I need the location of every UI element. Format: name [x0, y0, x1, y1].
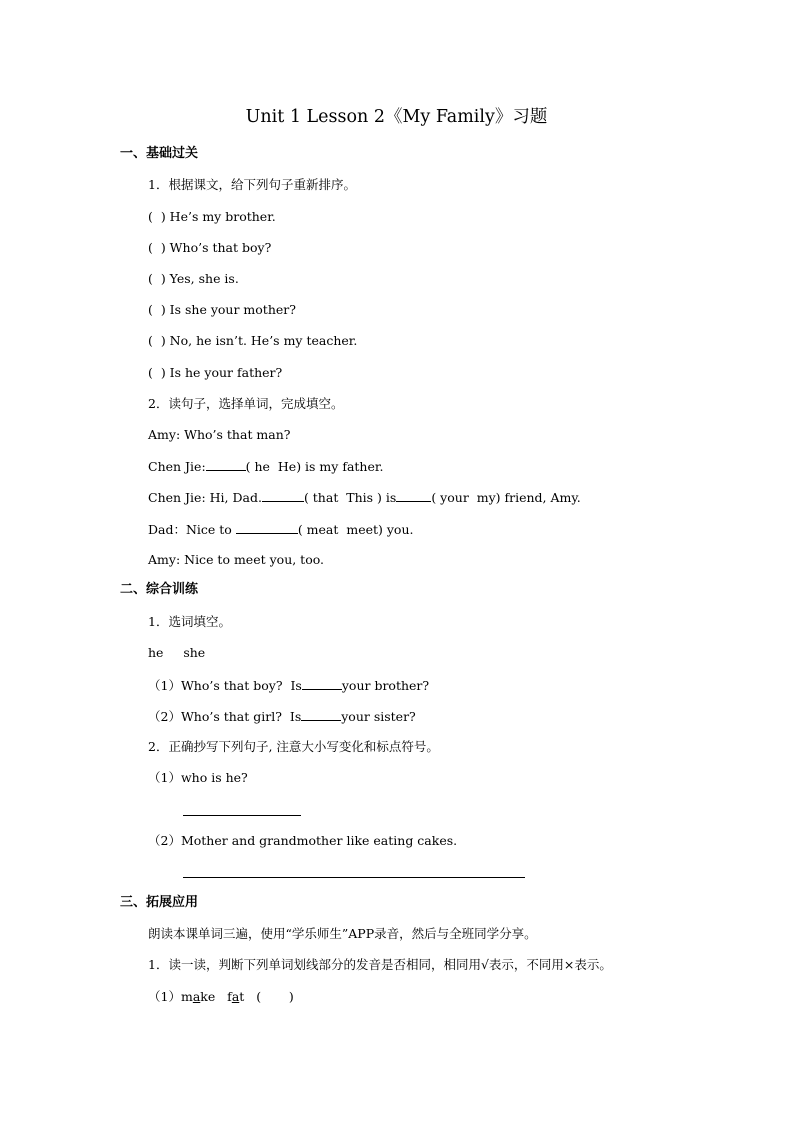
dialogue-line: Amy: Nice to meet you, too. — [148, 552, 325, 567]
writing-line[interactable] — [183, 815, 301, 816]
choice-text: ( your my) friend, Amy. — [431, 490, 581, 505]
dialogue-line — [148, 458, 383, 475]
answer-blank[interactable] — [236, 521, 298, 534]
answer-parentheses[interactable]: ( ) — [256, 989, 294, 1004]
dialogue-line — [148, 489, 581, 506]
page-title: Unit 1 Lesson 2《My Family》习题 — [245, 107, 548, 127]
fill-sentence — [148, 708, 416, 725]
sentence-text: （2）Who’s that girl? Is — [148, 709, 302, 724]
reorder-item: ( ) Yes, she is. — [148, 271, 239, 286]
choice-text: ( meat meet) you. — [297, 522, 414, 537]
question-prompt-copy: 2．正确抄写下列句子, 注意大小写变化和标点符号。 — [148, 739, 439, 754]
answer-blank[interactable] — [302, 677, 342, 690]
section-heading-extension: 三、拓展应用 — [120, 895, 199, 910]
reorder-item: ( ) Is he your father? — [148, 365, 283, 380]
reorder-item: ( ) He’s my brother. — [148, 209, 276, 224]
reorder-item: ( ) Who’s that boy? — [148, 240, 272, 255]
reorder-item: ( ) Is she your mother? — [148, 302, 296, 317]
section-heading-practice: 二、综合训练 — [120, 582, 199, 597]
speaker-text: Dad：Nice to — [148, 522, 236, 537]
dialogue-line — [148, 521, 413, 538]
answer-blank[interactable] — [262, 489, 304, 502]
sentence-text: （1）Who’s that boy? Is — [148, 678, 302, 693]
copy-sentence: （1）who is he? — [148, 770, 248, 785]
copy-sentence: （2）Mother and grandmother like eating cakes. — [148, 833, 458, 848]
word-fat: fat — [227, 989, 245, 1004]
question-prompt-fill: 2．读句子，选择单词，完成填空。 — [148, 396, 344, 411]
answer-blank[interactable] — [206, 458, 246, 471]
pronunciation-item — [148, 989, 294, 1005]
choice-text: ( he He) is my father. — [245, 459, 384, 474]
dialogue-line: Amy: Who’s that man? — [148, 427, 291, 442]
item-number: （1） — [148, 989, 181, 1004]
fill-sentence — [148, 677, 429, 694]
sentence-text: your brother? — [341, 678, 430, 693]
word-bank: he she — [148, 645, 206, 660]
question-prompt-reorder: 1．根据课文，给下列句子重新排序。 — [148, 177, 356, 192]
question-prompt-pronunciation: 1．读一读，判断下列单词划线部分的发音是否相同，相同用√表示，不同用×表示。 — [148, 957, 612, 972]
question-prompt-choose: 1．选词填空。 — [148, 614, 231, 629]
speaker-text: Chen Jie: — [148, 459, 206, 474]
word-make: make — [180, 989, 216, 1004]
instruction-text: 朗读本课单词三遍，使用“学乐师生”APP录音，然后与全班同学分享。 — [148, 926, 537, 941]
section-heading-basics: 一、基础过关 — [120, 146, 199, 161]
answer-blank[interactable] — [396, 489, 431, 502]
choice-text: ( that This ) is — [303, 490, 397, 505]
writing-line[interactable] — [183, 877, 525, 878]
reorder-item: ( ) No, he isn’t. He’s my teacher. — [148, 333, 358, 348]
answer-blank[interactable] — [301, 708, 341, 721]
speaker-text: Chen Jie: Hi, Dad. — [148, 490, 262, 505]
sentence-text: your sister? — [341, 709, 416, 724]
